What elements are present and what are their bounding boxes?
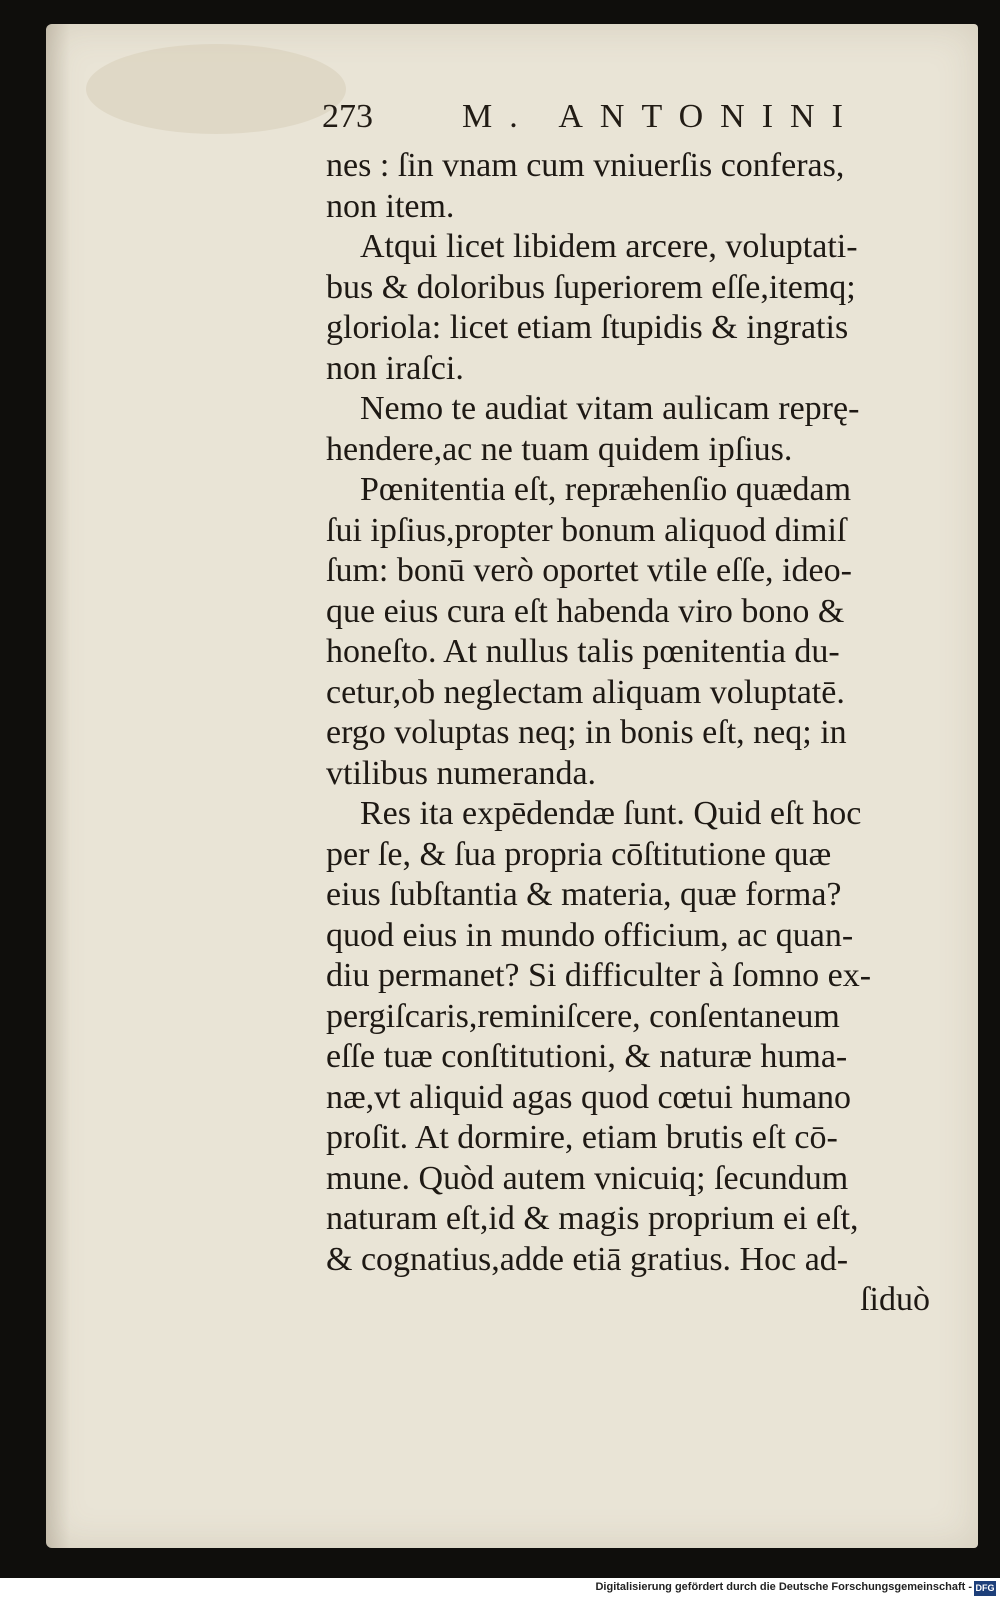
page-number: 273 [322, 98, 373, 135]
text-line: non iraſci. [326, 349, 464, 387]
text-line: cetur,ob neglectam aliquam voluptatē. [326, 673, 845, 711]
text-line: bus & doloribus ſuperiorem eſſe,itemq; [326, 268, 856, 306]
text-line: proſit. At dormire, etiam brutis eſt cō- [326, 1119, 838, 1156]
paper-stain [86, 44, 346, 134]
page-header [322, 98, 888, 142]
text-line: ergo voluptas neq; in bonis eſt, neq; in [326, 714, 847, 751]
text-line: mune. Quòd autem vnicuiq; ſecundum [326, 1159, 849, 1197]
text-line: per ſe, & ſua propria cōſtitutione quæ [326, 835, 832, 873]
text-line: Nemo te audiat vitam aulicam reprę- [360, 390, 860, 427]
text-line: non item. [326, 187, 455, 225]
spine-shadow [46, 24, 70, 1548]
text-line: eſſe tuæ conſtitutioni, & naturæ huma- [326, 1038, 848, 1075]
text-line: naturam eſt,id & magis proprium ei eſt, [326, 1200, 859, 1237]
text-line: gloriola: licet etiam ſtupidis & ingratis [326, 309, 849, 346]
text-line: & cognatius,adde etiā gratius. Hoc ad- [326, 1240, 849, 1278]
text-line: que eius cura eſt habenda viro bono & [326, 592, 845, 630]
text-line: næ,vt aliquid agas quod cœtui humano [326, 1078, 852, 1116]
body-text [326, 146, 938, 1321]
text-line: diu permanet? Si difficulter à ſomno ex- [326, 957, 872, 994]
footer-bar [0, 1578, 1000, 1601]
text-line: honeſto. At nullus talis pœnitentia du- [326, 633, 840, 670]
running-title: M. ANTONINI [462, 98, 860, 135]
text-line: ſui ipſius,propter bonum aliquod dimiſ [326, 511, 847, 549]
text-line: eius ſubſtantia & materia, quæ forma? [326, 876, 842, 913]
text-line: ſum: bonū verò oportet vtile eſſe, ideo- [326, 552, 852, 589]
text-line: Pœnitentia eſt, repræhenſio quædam [360, 471, 852, 508]
text-line: Atqui licet libidem arcere, voluptati- [360, 228, 858, 265]
dfg-logo: DFG [974, 1581, 996, 1596]
catchword: ſiduò [860, 1281, 930, 1318]
text-line: quod eius in mundo officium, ac quan- [326, 916, 854, 954]
text-line: hendere,ac ne tuam quidem ipſius. [326, 430, 793, 468]
text-line: vtilibus numeranda. [326, 754, 597, 792]
footer-credit: Digitalisierung gefördert durch die Deutsche Forschungsgemeinschaft - [595, 1581, 972, 1593]
text-line: nes : ſin vnam cum vniuerſis conferas, [326, 147, 845, 184]
text-line: Res ita expēdendæ ſunt. Quid eſt hoc [360, 795, 862, 832]
text-line: pergiſcaris,reminiſcere, conſentaneum [326, 997, 840, 1035]
